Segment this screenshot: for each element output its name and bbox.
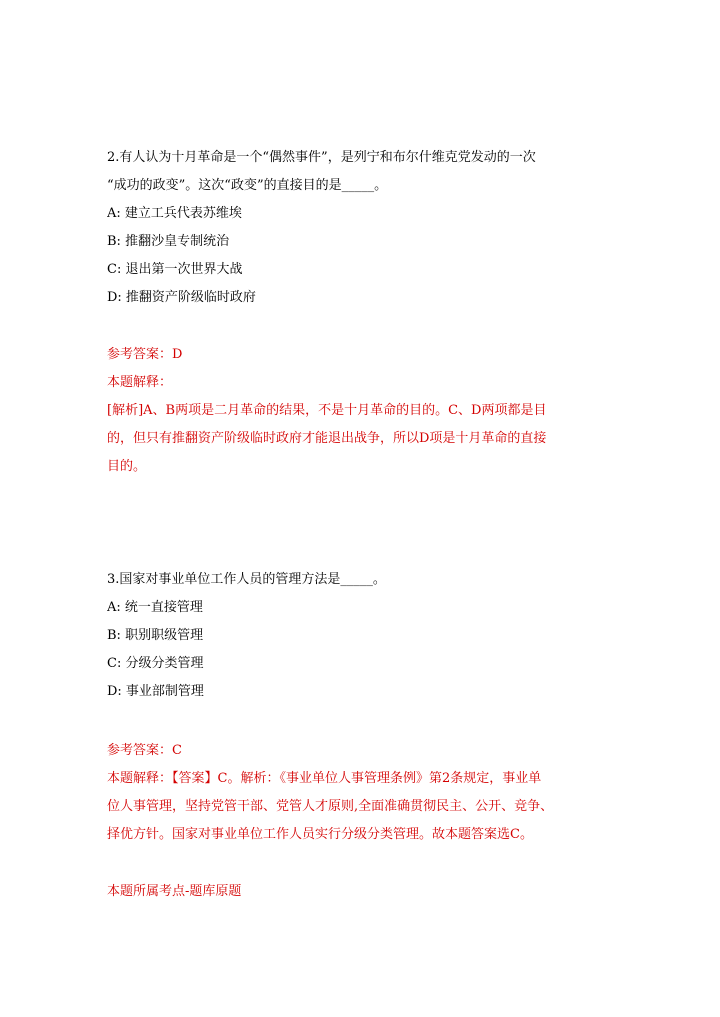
question-2-explanation-line-3: 目的。 [107, 459, 147, 474]
question-3-option-b: B: 职别职级管理 [107, 628, 204, 643]
question-3-option-a: A: 统一直接管理 [107, 600, 203, 615]
question-3-explanation-line-3: 择优方针。国家对事业单位工作人员实行分级分类管理。故本题答案选C。 [107, 827, 533, 842]
question-2-explanation-line-1: [解析]A、B两项是二月革命的结果，不是十月革命的目的。C、D两项都是目 [107, 403, 547, 418]
question-3-answer-section [107, 737, 612, 849]
question-2-option-c: C: 退出第一次世界大战 [107, 262, 243, 277]
question-2-answer-section [107, 341, 612, 481]
question-2-explanation-line-2: 的，但只有推翻资产阶级临时政府才能退出战争，所以D项是十月革命的直接 [107, 431, 547, 446]
question-2-stem-line-1: 2.有人认为十月革命是一个“偶然事件”，是列宁和布尔什维克党发动的一次 [107, 150, 536, 165]
question-3-option-c: C: 分级分类管理 [107, 656, 204, 671]
footer-section [107, 878, 612, 906]
question-2-option-a: A: 建立工兵代表苏维埃 [107, 206, 242, 221]
question-3-option-d: D: 事业部制管理 [107, 684, 204, 699]
question-2-stem-line-2: “成功的政变”。这次“政变”的直接目的是_____。 [107, 178, 388, 193]
question-2 [107, 144, 612, 312]
question-3 [107, 566, 612, 706]
question-3-explanation-line-2: 位人事管理，坚持党管干部、党管人才原则,全面准确贯彻民主、公开、竞争、 [107, 799, 554, 814]
question-2-option-b: B: 推翻沙皇专制统治 [107, 234, 230, 249]
question-3-stem-line-1: 3.国家对事业单位工作人员的管理方法是_____。 [107, 572, 386, 587]
footer-note: 本题所属考点-题库原题 [107, 884, 242, 899]
question-2-explanation-title: 本题解释： [107, 375, 173, 390]
question-3-explanation-line-1: 本题解释：【答案】C。解析：《事业单位人事管理条例》第2条规定，事业单 [107, 771, 542, 786]
question-2-answer: 参考答案：D [107, 347, 183, 362]
question-2-option-d: D: 推翻资产阶级临时政府 [107, 290, 256, 305]
question-3-answer: 参考答案：C [107, 743, 182, 758]
